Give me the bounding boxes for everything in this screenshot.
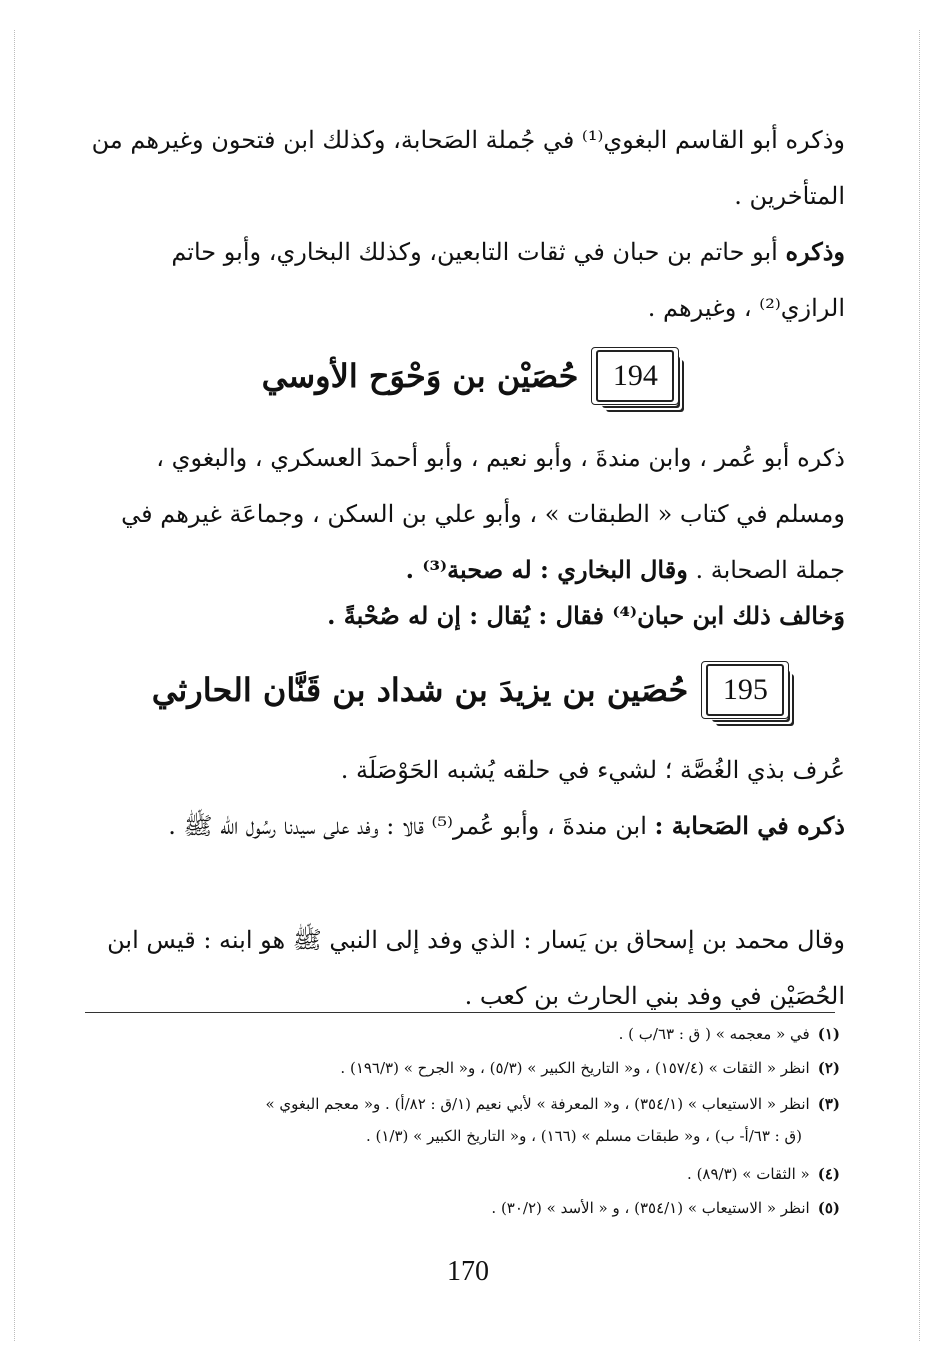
footnote-1 <box>80 1018 840 1050</box>
paragraph-2-text: أبو حاتم بن حبان في ثقات التابعين، وكذلك البخاري، وأبو حاتم الرازي⁽²⁾ ، وغيرهم . <box>171 238 845 322</box>
entry-number-box: 195 <box>706 664 784 716</box>
footnote-text: انظر « الثقات » (١٥٧/٤) ، و« التاريخ الكبير » (٥/٣) ، و« الجرح » (١٩٦/٣) . <box>340 1059 810 1077</box>
footnote-rule <box>85 1012 835 1013</box>
footnote-number: (١) <box>817 1025 840 1043</box>
footnote-number: (٣) <box>817 1095 840 1113</box>
entry-title: حُصَيْن بن وَحْوَح الأوسي <box>261 357 579 395</box>
paragraph-6-lead: ذكره في الصَحابة : <box>654 811 845 840</box>
footnote-number: (٤) <box>817 1165 840 1183</box>
entry-number-box: 194 <box>596 350 674 402</box>
footnote-3 <box>80 1088 840 1152</box>
paragraph-3-text: ذكره أبو عُمر ، وابن مندةَ ، وأبو نعيم ، وأبو أحمدَ العسكري ، والبغوي ، ومسلم في كتاب « الطبقات » ، وأبو علي بن السكن ، وجماعَة غيرهم في جملة الصحابة . <box>121 444 845 584</box>
footnote-text: في « معجمه » ( ق : ٦٣/ب ) . <box>618 1025 810 1043</box>
entry-title: حُصَين بن يزيدَ بن شداد بن قَنَّان الحارثي <box>151 671 689 709</box>
footnote-number: (٥) <box>817 1199 840 1217</box>
paragraph-6 <box>85 798 845 854</box>
paragraph-2 <box>85 224 845 336</box>
footnote-text: « الثقات » (٨٩/٣) . <box>687 1165 810 1183</box>
footnote-number: (٢) <box>817 1059 840 1077</box>
page-number: 170 <box>447 1256 489 1287</box>
footnote-5 <box>80 1192 840 1224</box>
paragraph-3-bold: وقال البخاري : له صحبة⁽³⁾ . <box>405 555 688 584</box>
paragraph-7: وقال محمد بن إسحاق بن يَسار : الذي وفد إلى النبي ﷺ هو ابنه : قيس ابن الحُصَيْن في وفد بني الحارث بن كعب . <box>107 926 845 1010</box>
paragraph-2-lead: وذكره <box>785 237 845 266</box>
entry-heading-194 <box>0 350 936 402</box>
paragraph-5: عُرف بذي الغُصَّة ؛ لشيء في حلقه يُشبه الحَوْصَلَة . <box>340 756 845 784</box>
footnote-text: انظر « الاستيعاب » (٣٥٤/١) ، و« المعرفة » لأبي نعيم (١/ق : ٨٢/أ) . و« معجم البغوي » <box>265 1095 810 1113</box>
footnote-text: انظر « الاستيعاب » (٣٥٤/١) ، و « الأسد » (٣٠/٢) . <box>491 1199 810 1217</box>
paragraph-1: وذكره أبو القاسم البغوي⁽¹⁾ في جُملة الصَحابة، وكذلك ابن فتحون وغيرهم من المتأخرين . <box>91 126 845 210</box>
entry-heading-195 <box>0 664 936 716</box>
paragraph-6-text: ابن مندةَ ، وأبو عُمر⁽⁵⁾ قالا : وفد على سيدنا رسُول الله ﷺ . <box>168 812 647 840</box>
footnote-2 <box>80 1052 840 1084</box>
footnote-continuation: (ق : ٦٣/أ- ب) ، و« طبقات مسلم » (١٦٦) ، و« التاريخ الكبير » (١/٣) . <box>365 1127 802 1145</box>
paragraph-4: وَخالف ذلك ابن حبان⁽⁴⁾ فقال : يُقال : إن له صُحْبةً . <box>327 601 845 630</box>
paragraph-3 <box>85 430 845 598</box>
footnote-4 <box>80 1158 840 1190</box>
